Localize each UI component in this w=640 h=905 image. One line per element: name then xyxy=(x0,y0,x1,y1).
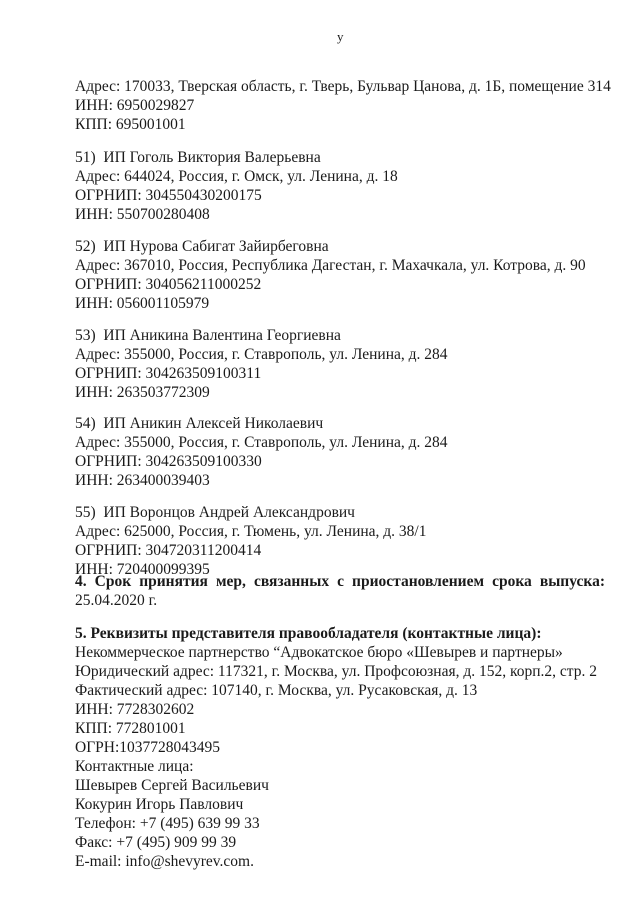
entry-name: ИП Аникин Алексей Николаевич xyxy=(103,415,324,432)
entry-55-heading xyxy=(75,503,355,522)
entry-name: ИП Нурова Сабигат Зайирбеговна xyxy=(103,238,329,255)
entry-name: ИП Аникина Валентина Георгиевна xyxy=(103,327,341,344)
entry-address: Адрес: 644024, Россия, г. Омск, ул. Ленина, д. 18 xyxy=(75,168,398,185)
intro-kpp: КПП: 695001001 xyxy=(75,116,186,133)
entry-inn: ИНН: 720400099395 xyxy=(75,561,210,578)
entry-number: 54) xyxy=(75,415,96,432)
entry-ogrnip: ОГРНИП: 304056211000252 xyxy=(75,276,262,293)
entry-address: Адрес: 367010, Россия, Республика Дагестан, г. Махачкала, ул. Котрова, д. 90 xyxy=(75,257,586,274)
fax: Факс: +7 (495) 909 99 39 xyxy=(75,834,237,851)
entry-inn: ИНН: 263503772309 xyxy=(75,384,210,401)
entry-number: 52) xyxy=(75,238,96,255)
entry-ogrnip: ОГРНИП: 304720311200414 xyxy=(75,542,262,559)
section-4-heading: 4. Срок принятия мер, связанных с приостановлением срока выпуска: xyxy=(75,573,605,590)
intro-inn: ИНН: 6950029827 xyxy=(75,97,195,114)
organization-name: Некоммерческое партнерство “Адвокатское бюро «Шевырев и партнеры» xyxy=(75,644,563,661)
entry-inn: ИНН: 550700280408 xyxy=(75,206,210,223)
entry-ogrnip: ОГРНИП: 304263509100330 xyxy=(75,453,262,470)
entry-name: ИП Гоголь Виктория Валерьевна xyxy=(103,149,321,166)
section-4-date: 25.04.2020 г. xyxy=(75,592,158,609)
entry-inn: ИНН: 056001105979 xyxy=(75,295,210,312)
entry-ogrnip: ОГРНИП: 304550430200175 xyxy=(75,187,262,204)
phone: Телефон: +7 (495) 639 99 33 xyxy=(75,815,260,832)
entry-address: Адрес: 355000, Россия, г. Ставрополь, ул. Ленина, д. 284 xyxy=(75,346,448,363)
contact-person: Шевырев Сергей Васильевич xyxy=(75,777,269,794)
entry-address: Адрес: 625000, Россия, г. Тюмень, ул. Ленина, д. 38/1 xyxy=(75,523,427,540)
email: E-mail: info@shevyrev.com. xyxy=(75,853,254,870)
org-inn: ИНН: 7728302602 xyxy=(75,701,195,718)
legal-address: Юридический адрес: 117321, г. Москва, ул. Профсоюзная, д. 152, корп.2, стр. 2 xyxy=(75,663,597,680)
entry-54-heading xyxy=(75,414,323,433)
contacts-label: Контактные лица: xyxy=(75,758,194,775)
entry-52-heading xyxy=(75,237,329,256)
actual-address: Фактический адрес: 107140, г. Москва, ул. Русаковская, д. 13 xyxy=(75,682,478,699)
contact-person: Кокурин Игорь Павлович xyxy=(75,796,244,813)
entry-name: ИП Воронцов Андрей Александрович xyxy=(103,504,355,521)
section-5-heading: 5. Реквизиты представителя правообладателя (контактные лица): xyxy=(75,625,542,642)
entry-number: 55) xyxy=(75,504,96,521)
org-ogrn: ОГРН:1037728043495 xyxy=(75,739,221,756)
page-number: у xyxy=(337,29,344,44)
entry-53-heading xyxy=(75,326,341,345)
org-kpp: КПП: 772801001 xyxy=(75,720,186,737)
entry-address: Адрес: 355000, Россия, г. Ставрополь, ул. Ленина, д. 284 xyxy=(75,434,448,451)
entry-51-heading xyxy=(75,148,321,167)
entry-inn: ИНН: 263400039403 xyxy=(75,472,210,489)
entry-number: 51) xyxy=(75,149,96,166)
intro-address: Адрес: 170033, Тверская область, г. Тверь, Бульвар Цанова, д. 1Б, помещение 314 xyxy=(75,78,611,95)
entry-ogrnip: ОГРНИП: 304263509100311 xyxy=(75,365,262,382)
entry-number: 53) xyxy=(75,327,96,344)
